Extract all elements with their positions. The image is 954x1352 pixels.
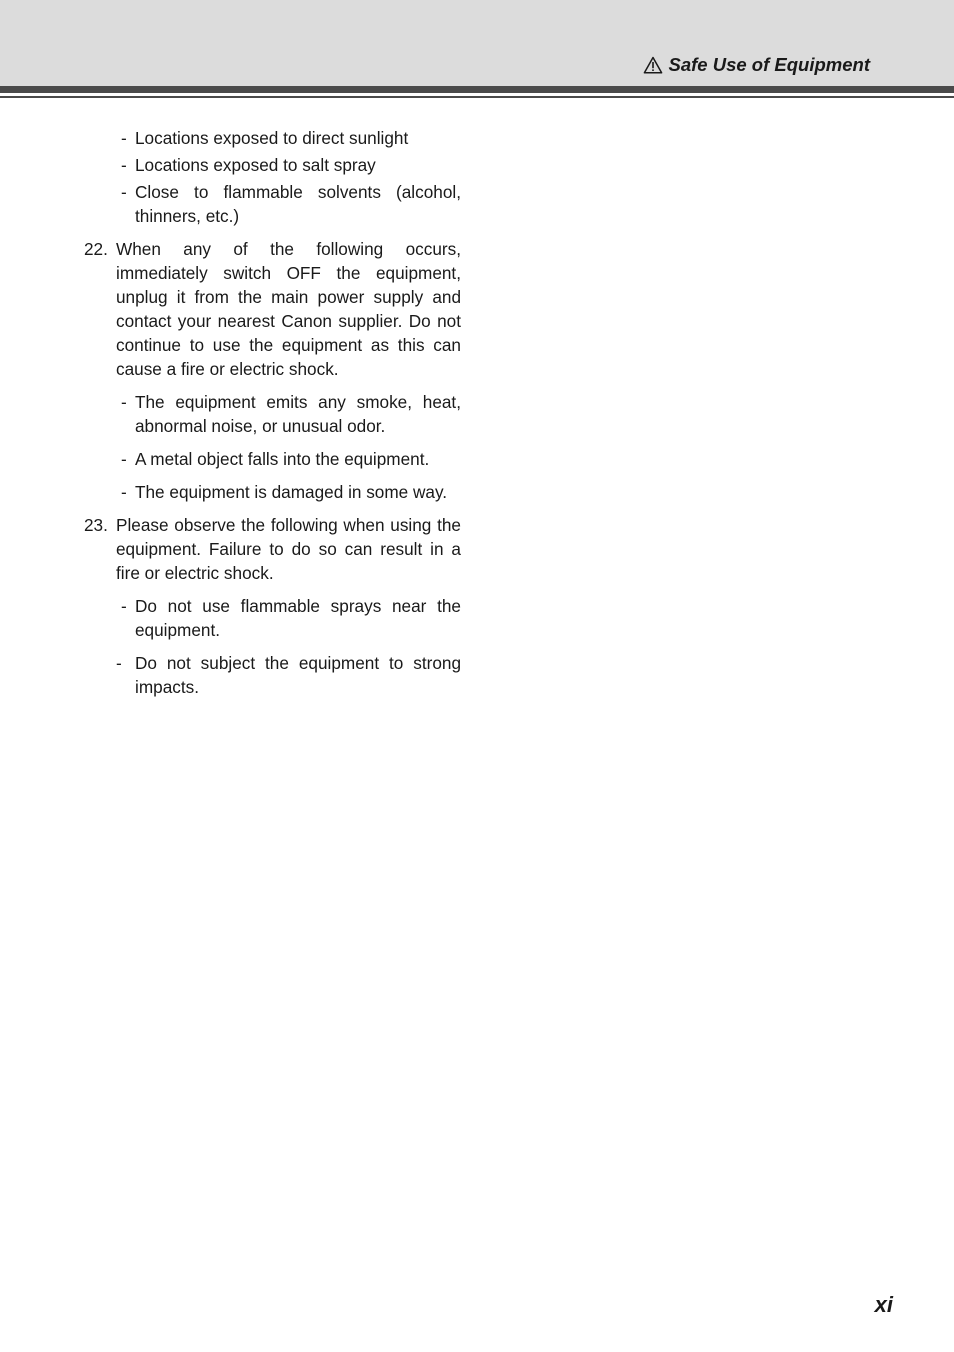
- list-item: - Close to flammable solvents (alcohol, thinners, etc.): [121, 182, 461, 226]
- numbered-item-22: 22. When any of the following occurs, immediately switch OFF the equipment, unplug it from the main power supply and contact your nearest Canon supplier. Do not continue to use the equipment as this can cause a fire or electric shock.: [84, 239, 461, 379]
- header-rule-thick: [0, 86, 954, 93]
- list-item: - Do not use flammable sprays near the equipment.: [121, 596, 461, 640]
- numbered-item-23: 23. Please observe the following when using the equipment. Failure to do so can result in a fire or electric shock.: [84, 515, 461, 583]
- page-number: xi: [874, 1292, 893, 1317]
- list-item: - Locations exposed to salt spray: [121, 155, 376, 175]
- section-title-text: Safe Use of Equipment: [668, 54, 870, 75]
- section-title: [643, 54, 870, 76]
- list-item: - Locations exposed to direct sunlight: [121, 128, 409, 148]
- list-item: - The equipment is damaged in some way.: [121, 482, 448, 502]
- list-item: - Do not subject the equipment to strong impacts.: [116, 653, 461, 697]
- header-rule-thin: [0, 96, 954, 98]
- list-item: - A metal object falls into the equipment.: [121, 449, 430, 469]
- page-header: [0, 0, 954, 86]
- document-body: [84, 126, 461, 699]
- list-item: - The equipment emits any smoke, heat, abnormal noise, or unusual odor.: [121, 392, 461, 436]
- warning-triangle-icon: [643, 56, 663, 74]
